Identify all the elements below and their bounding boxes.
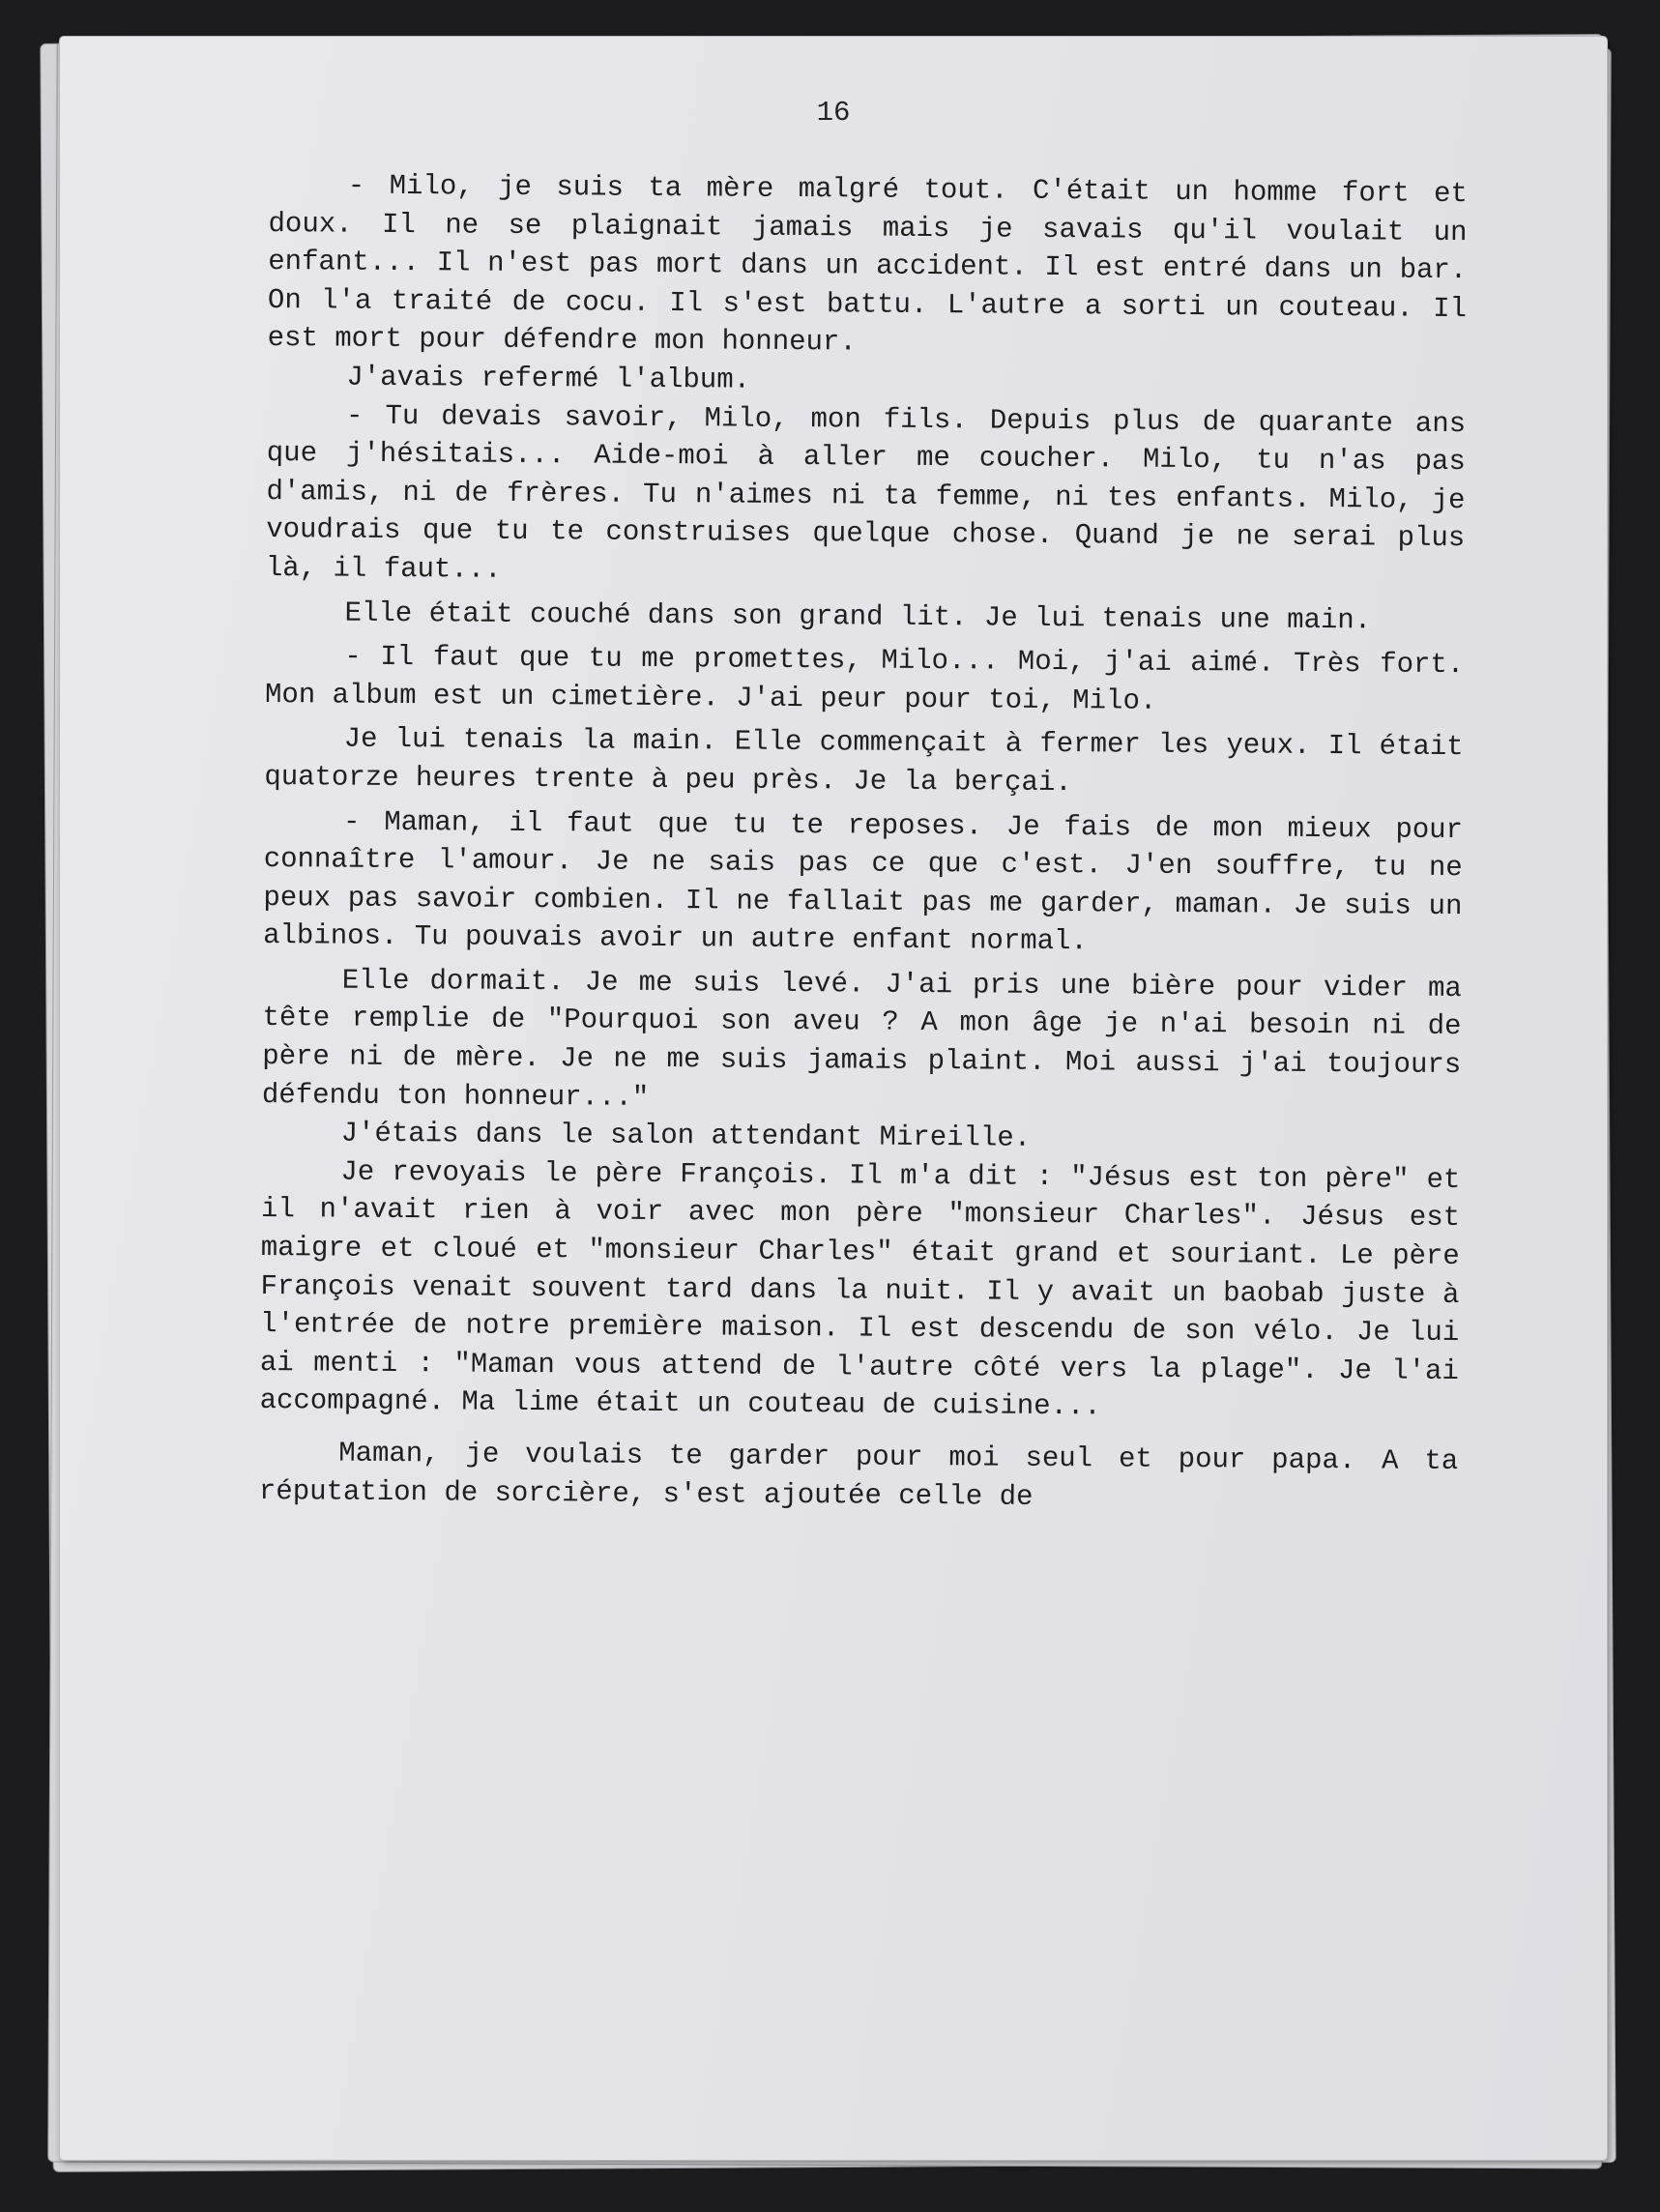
paragraph-6: Je lui tenais la main. Elle commençait à fermer les yeux. Il était quatorze heures trente à peu près. Je la berçai. [264,722,1464,800]
paragraph-2: J'avais refermé l'album. [346,361,751,396]
paragraph-7: - Maman, il faut que tu te reposes. Je fais de mon mieux pour connaître l'amour. Je ne sais pas ce que c'est. J'en souffre, tu ne peux pas savoir combien. Il ne fallait pas me garder, maman. Je suis un albinos. Tu pouvais avoir un autre enfant normal. [263,805,1464,958]
page-number: 16 [816,97,851,129]
paragraph-4: Elle était couché dans son grand lit. Je lui tenais une main. [344,597,1372,636]
paragraph-8: Elle dormait. Je me suis levé. J'ai pris une bière pour vider ma tête remplie de "Pourquoi son aveu ? A mon âge je n'ai besoin ni de père ni de mère. Je ne me suis jamais plaint. Moi aussi j'ai toujours défendu ton honneur..." [261,964,1462,1114]
body-text [259,166,1468,1519]
paragraph-9: J'étais dans le salon attendant Mireille. [340,1117,1032,1155]
paragraph-10: Je revoyais le père François. Il m'a dit : "Jésus est ton père" et il n'avait rien à voir avec mon père "monsieur Charles". Jésus est maigre et cloué et "monsieur Charles" était grand et souriant. Le père François venait souvent tard dans la nuit. Il y avait un baobab juste à l'entrée de notre première maison. Il est descendu de son vélo. Je lui ai menti : "Maman vous attend de l'autre côté vers la plage". Je l'ai accompagné. Ma lime était un couteau de cuisine... [259,1155,1461,1423]
paragraph-5: - Il faut que tu me promettes, Milo... Moi, j'ai aimé. Très fort. Mon album est un cimetière. J'ai peur pour toi, Milo. [264,640,1465,717]
paragraph-11: Maman, je voulais te garder pour moi seul et pour papa. A ta réputation de sorcière, s'est ajoutée celle de [258,1437,1459,1513]
paragraph-3: - Tu devais savoir, Milo, mon fils. Depuis plus de quarante ans que j'hésitais... Aide-moi à aller me coucher. Milo, tu n'as pas d'amis, ni de frères. Tu n'aimes ni ta femme, ni tes enfants. Milo, je voudrais que tu te construises quelque chose. Quand je ne serai plus là, il faut... [265,399,1467,586]
paragraph-1: - Milo, je suis ta mère malgré tout. C'était un homme fort et doux. Il ne se plaignait jamais mais je savais qu'il voulait un enfant... Il n'est pas mort dans un accident. Il est entré dans un bar. On l'a traité de cocu. Il s'est battu. L'autre a sorti un couteau. Il est mort pour défendre mon honneur. [267,169,1468,359]
document-page [60,37,1607,2160]
